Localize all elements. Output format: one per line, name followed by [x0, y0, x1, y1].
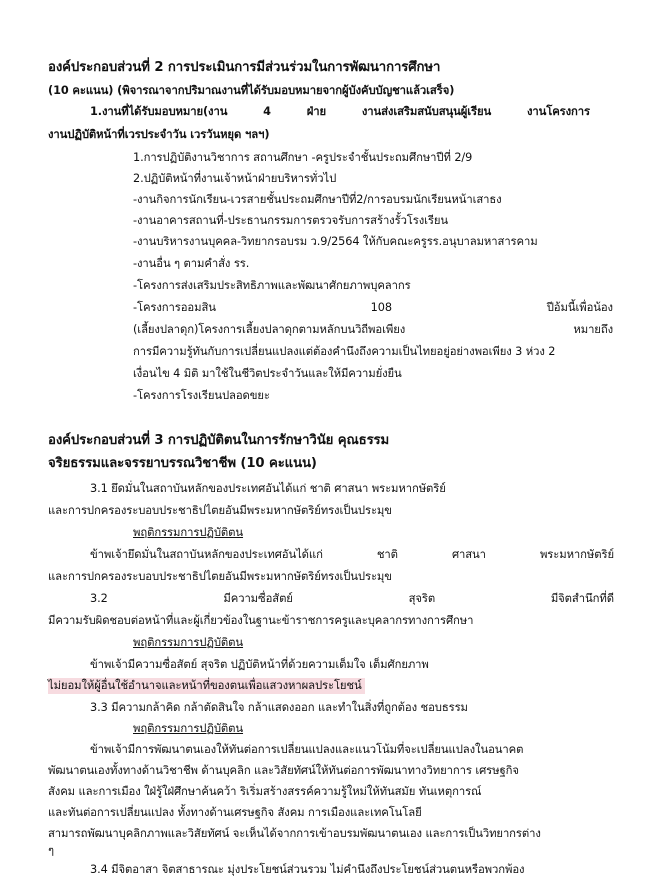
criterion-3-4: 3.4 มีจิตอาสา จิตสาธารณะ มุ่งประโยชน์ส่วนรวม ไม่คำนึงถึงประโยชน์ส่วนตนหรือพวกพ้อง [90, 863, 525, 876]
section3-heading-2: จริยธรรมและจรรยาบรรณวิชาชีพ (10 คะแนน) [48, 456, 317, 471]
savings-part: -โครงการออมสิน [133, 301, 216, 314]
work-item: -งานอาคารสถานที่-ประธานกรรมการตรวจรับการสร้างรั้วโรงเรียน [133, 214, 449, 227]
behavior-3-3-cont: สามารถพัฒนาบุคลิกภาพและวิสัยทัศน์ จะเห็นได้จากการเข้าอบรมพัฒนาตนเอง และการเป็นวิทยากรต่าง [48, 827, 541, 840]
criterion-3-2 [90, 591, 614, 607]
savings-part: (เลี้ยงปลาดุก)โครงการเลี้ยงปลาดุกตามหลักบนวิถีพอเพียง [133, 323, 406, 336]
savings-part: หมายถึง [573, 323, 613, 336]
assigned-work-line-2: งานปฏิบัติหน้าที่เวรประจำวัน เวรวันหยุด ฯลฯ) [48, 128, 270, 141]
behavior-part: ข้าพเจ้ายึดมั่นในสถาบันหลักของประเทศอันได้แก่ [90, 548, 323, 561]
behavior-part: ศาสนา [451, 548, 486, 561]
assigned-work-line [90, 104, 590, 120]
savings-part: 108 [370, 301, 392, 314]
assigned-part: งานส่งเสริมสนับสนุนผู้เรียน [361, 105, 492, 118]
assigned-part: 4 [263, 105, 271, 118]
behavior-3-3-cont: พัฒนาตนเองทั้งทางด้านวิชาชีพ ด้านบุคลิก และวิสัยทัศน์ให้ทันต่อการพัฒนาทางวิทยาการ เศรษฐกิจ [48, 764, 519, 777]
work-item: -โครงการโรงเรียนปลอดขยะ [133, 389, 270, 402]
criterion-part: มีความซื่อสัตย์ [223, 592, 293, 605]
assigned-part: 1.งานที่ได้รับมอบหมาย(งาน [90, 105, 228, 118]
criterion-3-3: 3.3 มีความกล้าคิด กล้าตัดสินใจ กล้าแสดงออก และทำในสิ่งที่ถูกต้อง ชอบธรรม [90, 701, 468, 714]
behavior-3-2: ข้าพเจ้ามีความซื่อสัตย์ สุจริต ปฏิบัติหน้าที่ด้วยความเต็มใจ เต็มศักยภาพ [90, 658, 429, 671]
criterion-part: มีจิตสำนึกที่ดี [550, 592, 614, 605]
behavior-3-1 [90, 547, 614, 563]
behavior-3-3-cont: ๆ [48, 844, 54, 857]
work-item: -งานบริหารงานบุคคล-วิทยากรอบรม ว.9/2564 ให้กับคณะครูรร.อนุบาลมหาสารคาม [133, 235, 538, 248]
criterion-part: สุจริต [408, 592, 436, 605]
savings-project-line [133, 300, 613, 316]
criterion-3-2-cont: มีความรับผิดชอบต่อหน้าที่และผู้เกี่ยวข้องในฐานะข้าราชการครูและบุคลากรทางการศึกษา [48, 614, 474, 627]
assigned-part: งานโครงการ [526, 105, 590, 118]
work-item: 2.ปฏิบัติหน้าที่งานเจ้าหน้าฝ่ายบริหารทั่วไป [133, 172, 337, 185]
behavior-3-3-cont: และทันต่อการเปลี่ยนแปลง ทั้งทางด้านเศรษฐกิจ สังคม การเมืองและเทคโนโลยี [48, 806, 422, 819]
savings-part: ปีอ้มนี้เพื่อน้อง [546, 301, 613, 314]
criterion-3-1-cont: และการปกครองระบอบประชาธิปไตยอันมีพระมหากษัตริย์ทรงเป็นประมุข [48, 504, 392, 517]
behavior-3-1-cont: และการปกครองระบอบประชาธิปไตยอันมีพระมหากษัตริย์ทรงเป็นประมุข [48, 570, 392, 583]
criterion-part: 3.2 [90, 592, 108, 605]
behavior-3-3: ข้าพเจ้ามีการพัฒนาตนเองให้ทันต่อการเปลี่ยนแปลงและแนวโน้มที่จะเปลี่ยนแปลงในอนาคต [90, 743, 524, 756]
work-item: 1.การปฏิบัติงานวิชาการ สถานศึกษา -ครูประจำชั้นประถมศึกษาปีที่ 2/9 [133, 151, 473, 164]
behavior-part: ชาติ [376, 548, 398, 561]
savings-project-line-2 [133, 322, 613, 338]
criterion-3-1: 3.1 ยึดมั่นในสถาบันหลักของประเทศอันได้แก่ ชาติ ศาสนา พระมหากษัตริย์ [90, 482, 446, 495]
section3-heading: องค์ประกอบส่วนที่ 3 การปฏิบัติตนในการรักษาวินัย คุณธรรม [48, 433, 390, 448]
behavior-3-3-cont: สังคม และการเมือง ใฝ่รู้ใฝ่ศึกษาค้นคว้า ริเริ่มสร้างสรรค์ความรู้ใหม่ให้ทันสมัย ทันเหตุการณ์ [48, 785, 482, 798]
behavior-label: พฤติกรรมการปฏิบัติตน [133, 526, 244, 539]
section2-subheading: (10 คะแนน) (พิจารณาจากปริมาณงานที่ได้รับมอบหมายจากผู้บังคับบัญชาแล้วเสร็จ) [48, 84, 455, 97]
work-item: -งานกิจการนักเรียน-เวรสายชั้นประถมศึกษาปีที่2/การอบรมนักเรียนหน้าเสาธง [133, 193, 502, 206]
behavior-label: พฤติกรรมการปฏิบัติตน [133, 722, 244, 735]
assigned-part: ฝ่าย [306, 105, 327, 118]
behavior-part: พระมหากษัตริย์ [539, 548, 614, 561]
behavior-3-2-highlighted: ไม่ยอมให้ผู้อื่นใช้อำนาจและหน้าที่ของตนเพื่อแสวงหาผลประโยชน์ [48, 678, 365, 694]
behavior-label: พฤติกรรมการปฏิบัติตน [133, 636, 244, 649]
savings-project-line-3: การมีความรู้ทันกับการเปลี่ยนแปลงแต่ต้องคำนึงถึงความเป็นไทยอยู่อย่างพอเพียง 3 ห่วง 2 [133, 345, 556, 358]
work-item: -โครงการส่งเสริมประสิทธิภาพและพัฒนาศักยภาพบุคลากร [133, 279, 411, 292]
savings-project-line-4: เงื่อนไข 4 มิติ มาใช้ในชีวิตประจำวันและให้มีความยั่งยืน [133, 367, 402, 380]
section2-heading: องค์ประกอบส่วนที่ 2 การประเมินการมีส่วนร่วมในการพัฒนาการศึกษา [48, 60, 441, 75]
work-item: -งานอื่น ๆ ตามคำสั่ง รร. [133, 257, 250, 270]
